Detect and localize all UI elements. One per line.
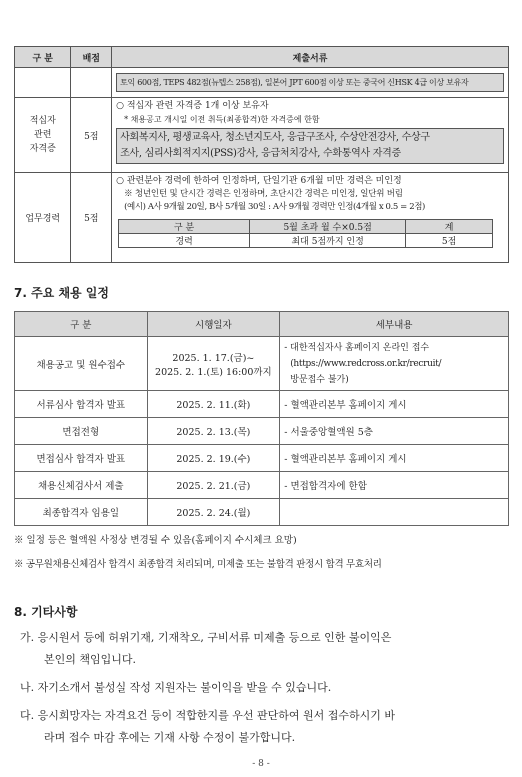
cert-row xyxy=(15,98,509,173)
career-score: 5점 xyxy=(71,173,112,263)
schedule-row: 면접심사 합격자 발표 2025. 2. 19.(수) - 혈액관리본부 홈페이지 게시 xyxy=(15,445,509,472)
header-category: 구 분 xyxy=(15,47,71,68)
schedule-note-1: ※ 일정 등은 혈액원 사정상 변경될 수 있음(홈페이지 수시체크 요망) xyxy=(14,535,297,546)
notice-ga-line1: 가. 응시원서 등에 허위기재, 기재착오, 구비서류 미제출 등으로 인한 불이익은 xyxy=(20,631,392,644)
career-line3: (예시) A사 9개월 20일, B사 5개월 30일 : A사 9개월 경력만 인정(4개월 x 0.5 = 2점) xyxy=(124,202,425,212)
notice-da-line2: 라며 접수 마감 후에는 기재 사항 수정이 불가합니다. xyxy=(44,731,296,744)
schedule-row: 채용공고 및 원수접수 2025. 1. 17.(금)~ 2025. 2. 1.(토) 16:00까지 - 대한적십자사 홈페이지 온라인 접수 (https://www.redcross.or.kr/recruit/ 방문접수 불가) xyxy=(15,337,509,391)
page-number: - 8 - xyxy=(252,759,270,769)
header-documents: 제출서류 xyxy=(112,47,509,68)
notice-na: 나. 자기소개서 불성실 작성 지원자는 불이익을 받을 수 있습니다. xyxy=(20,681,332,694)
schedule-row: 면접전형 2025. 2. 13.(목) - 서울중앙혈액원 5층 xyxy=(15,418,509,445)
cert-line2: * 채용공고 개시일 이전 취득(최종합격)한 자격증에 한함 xyxy=(124,115,320,124)
notice-da-line1: 다. 응시희망자는 자격요건 등이 적합한지를 우선 판단하여 원서 접수하시기 바 xyxy=(20,709,395,722)
career-line1: ○ 관련분야 경력에 한하여 인정하며, 단일기관 6개월 미만 경력은 미인정 xyxy=(116,176,402,186)
schedule-row: 채용신체검사서 제출 2025. 2. 21.(금) - 면접합격자에 한함 xyxy=(15,472,509,499)
notice-ga-line2: 본인의 책임입니다. xyxy=(44,653,137,666)
language-requirement-box: 토익 600점, TEPS 482점(뉴텝스 258점), 일본어 JPT 600점 이상 또는 중국어 신HSK 4급 이상 보유자 xyxy=(116,73,504,92)
section7-title: 7. 주요 채용 일정 xyxy=(14,286,109,300)
schedule-header: 구 분 시행일자 세부내용 xyxy=(15,312,509,337)
schedule-row: 최종합격자 임용일 2025. 2. 24.(월) xyxy=(15,499,509,526)
career-label: 업무경력 xyxy=(15,173,71,263)
schedule-row: 서류심사 합격자 발표 2025. 2. 11.(화) - 혈액관리본부 홈페이지 게시 xyxy=(15,391,509,418)
cert-line1: ○ 적십자 관련 자격증 1개 이상 보유자 xyxy=(116,101,269,111)
qualification-table-header xyxy=(15,47,509,68)
cert-label: 적십자 관련 자격증 xyxy=(15,98,71,173)
career-row xyxy=(15,173,509,263)
career-score-table: 구 분 5월 초과 월 수×0.5점 계 경력 최대 5점까지 인정 5점 xyxy=(118,219,493,248)
language-row xyxy=(15,68,509,98)
schedule-note-2: ※ 공무원채용신체검사 합격시 최종합격 처리되며, 미제출 또는 불합격 판정시 합격 무효처리 xyxy=(14,559,382,570)
schedule-table xyxy=(14,311,509,526)
qualification-table xyxy=(14,46,509,263)
cert-score: 5점 xyxy=(71,98,112,173)
recruit-url: (https://www.redcross.or.kr/recruit/ xyxy=(290,358,442,369)
career-line2: ※ 청년인턴 및 단시간 경력은 인정하며, 초단시간 경력은 미인정, 일단위 버림 xyxy=(124,189,403,199)
section8-title: 8. 기타사항 xyxy=(14,605,78,619)
header-score: 배점 xyxy=(71,47,112,68)
cert-list-box: 사회복지사, 평생교육사, 청소년지도사, 응급구조사, 수상안전강사, 수상구 조사, 심리사회적지지(PSS)강사, 응급처치강사, 수화통역사 자격증 xyxy=(116,128,504,164)
